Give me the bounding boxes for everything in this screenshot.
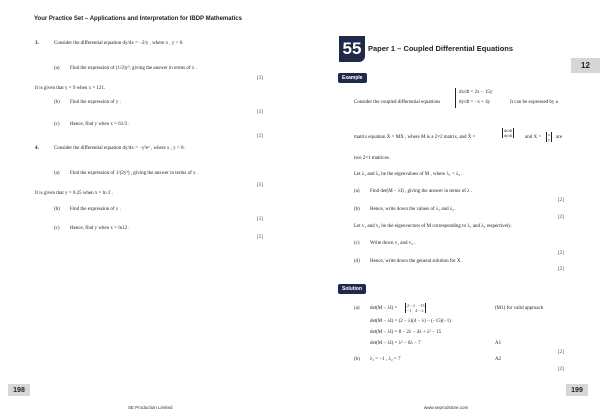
q3-b-marks: [3] — [257, 110, 263, 115]
ex-a-marks: [2] — [558, 198, 564, 203]
sol-b-award: A2 — [495, 357, 502, 362]
solution-label: Solution — [338, 284, 366, 294]
left-page-number: 198 — [8, 384, 30, 396]
example-and: and X = — [525, 135, 542, 140]
sol-a-step4: det(M − λI) = λ² − 6λ − 7 — [370, 341, 421, 346]
ex-a-label: (a) — [354, 189, 360, 194]
side-tab: 12 — [571, 58, 600, 73]
x-vector: x y — [548, 132, 550, 143]
q4-a-marks: [3] — [257, 183, 263, 188]
example-intro: Consider the coupled differential equations — [354, 100, 441, 105]
sol-a-matrix: 2 − λ −15 −1 4 − λ — [407, 303, 425, 314]
chapter-title: Paper 1 – Coupled Differential Equations — [368, 44, 514, 53]
ex-a-text: Find det(M − λI) , giving the answer in terms of λ . — [370, 189, 473, 194]
right-page-number: 199 — [566, 384, 588, 396]
coupled-equations: dx/dt = 2x − 15y dy/dt = −x + 4y — [455, 88, 492, 108]
q3-a-label: (a) — [54, 66, 60, 71]
q4-b-marks: [3] — [257, 217, 263, 222]
q4-number: 4. — [35, 146, 39, 151]
sol-a-marks: [2] — [558, 350, 564, 355]
ex-d-marks: [2] — [558, 267, 564, 272]
q3-a-marks: [3] — [257, 76, 263, 81]
example-two-matrices: two 2×1 matrices. — [354, 156, 391, 161]
sol-a-step2: det(M − λI) = (2 − λ)(4 − λ) − (−15)(−1) — [370, 319, 451, 324]
q4-a-text: Find the expression of 1/(2y²) , giving the answer in terms of x . — [70, 171, 199, 176]
q3-c-marks: [2] — [257, 134, 263, 139]
q4-prompt: Consider the differential equation dy/dx = −y²eˣ , where x , y > 0. — [54, 146, 185, 151]
left-page-header: Your Practice Set – Applications and Interpretation for IBDP Mathematics — [34, 16, 242, 22]
ex-c-label: (c) — [354, 241, 360, 246]
q3-number: 3. — [35, 41, 39, 46]
q4-given: It is given that y = 0.25 when x = ln 2 . — [35, 191, 113, 196]
q3-c-label: (c) — [54, 122, 60, 127]
sol-b-marks: [2] — [558, 367, 564, 372]
q4-b-text: Find the expression of y . — [70, 207, 121, 212]
q4-c-text: Hence, find y when x = ln12 . — [70, 226, 130, 231]
sol-b-text: λ₁ = −1 , λ₂ = 7 — [370, 357, 401, 362]
ex-c-text: Write down v₁ and v₂ . — [370, 241, 416, 246]
sol-a-award: A1 — [495, 341, 502, 346]
q4-a-label: (a) — [54, 171, 60, 176]
ex-b-text: Hence, write down the values of λ₁ and λ₂ . — [370, 207, 457, 212]
ex-c-marks: [2] — [558, 251, 564, 256]
q4-c-label: (c) — [54, 226, 60, 231]
q3-b-label: (b) — [54, 100, 60, 105]
ex-d-label: (d) — [354, 259, 360, 264]
example-let-eigen: Let λ₁ and λ₂ be the eigenvalues of M , where λ₁ < λ₂ . — [354, 172, 463, 177]
example-expressed: It can be expressed by a — [510, 100, 558, 105]
xdot-vector: dx/dt dy/dt — [504, 128, 513, 139]
ex-b-label: (b) — [354, 207, 360, 212]
sol-a-det: det(M − λI) = — [370, 306, 398, 311]
example-label: Example — [338, 73, 367, 83]
example-are: are — [556, 135, 563, 140]
q4-c-marks: [2] — [257, 235, 263, 240]
chapter-number-badge: 55 — [339, 36, 365, 62]
q3-c-text: Hence, find y when x = 61/3 . — [70, 122, 130, 127]
example-let-v: Let v₁ and v₂ be the eigenvectors of M corresponding to λ₁ and λ₂ respectively. — [354, 224, 512, 229]
q3-prompt: Consider the differential equation dy/dx = −2/y , where x , y > 0. — [54, 41, 184, 46]
ex-d-text: Hence, write down the general solution for X . — [370, 259, 464, 264]
q3-b-text: Find the expression of y . — [70, 100, 121, 105]
sol-a-step3: det(M − λI) = 8 − 2λ − 4λ + λ² − 15 — [370, 330, 442, 335]
q3-a-text: Find the expression of (1/2)y², giving the answer in terms of x . — [70, 66, 197, 71]
sol-a-note: (M1) for valid approach — [495, 306, 544, 311]
q3-given: It is given that y = 9 when x = 121. — [35, 86, 106, 91]
right-footer: www.seprodstore.com — [424, 405, 469, 410]
q4-b-label: (b) — [54, 207, 60, 212]
sol-a-label: (a) — [354, 306, 360, 311]
left-footer: SE Production Limited — [128, 405, 173, 410]
ex-b-marks: [2] — [558, 215, 564, 220]
sol-b-label: (b) — [354, 357, 360, 362]
example-matrix-eq: matrix equation Ẋ = MX , where M is a 2×2 matrix, and Ẋ = — [354, 135, 476, 140]
